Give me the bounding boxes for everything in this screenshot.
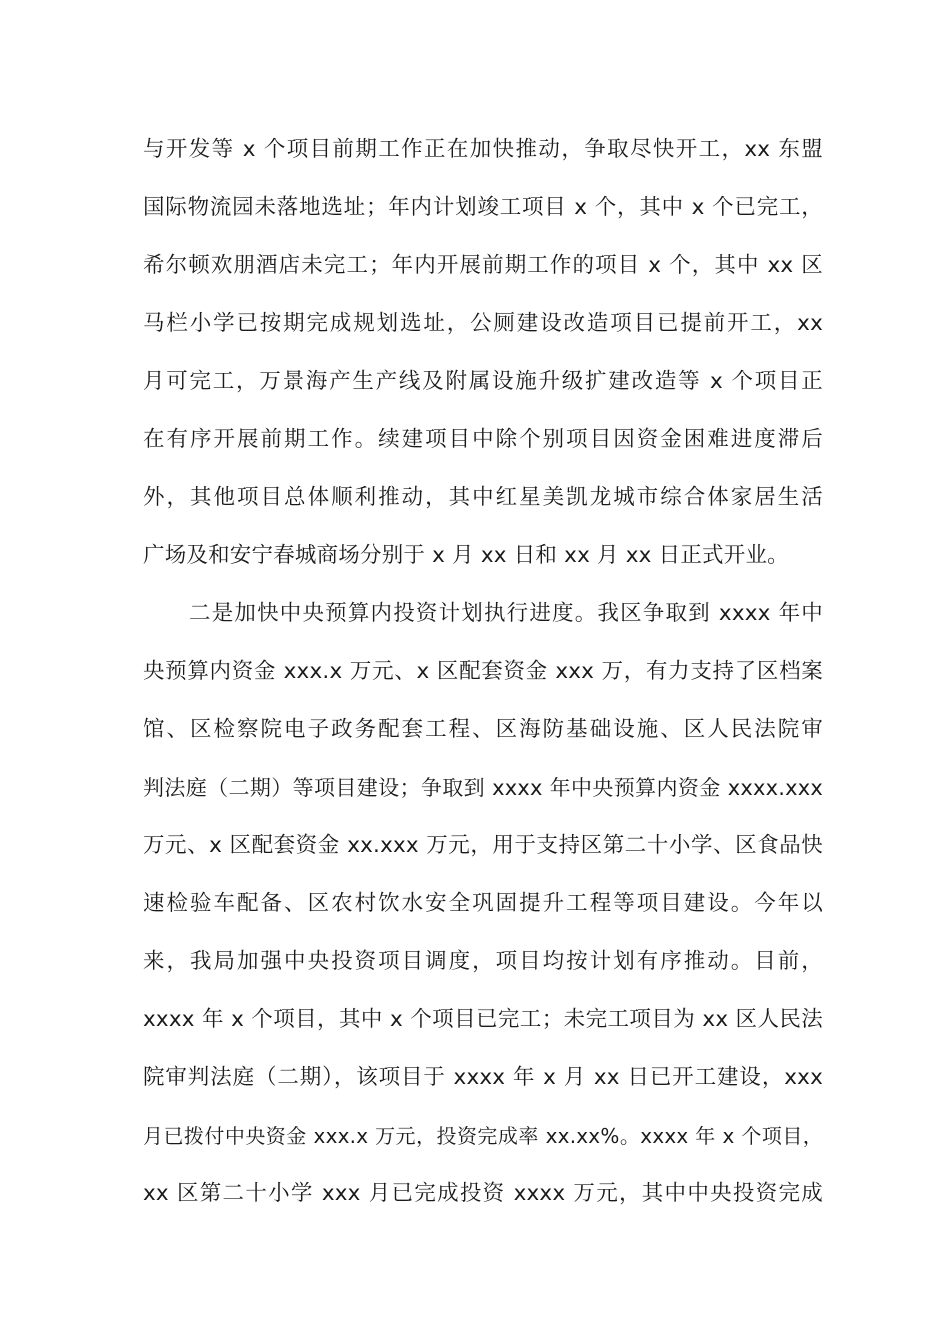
text-line: 速检验车配备、区农村饮水安全巩固提升工程等项目建设。今年以 bbox=[143, 891, 823, 916]
text-line: xx 区第二十小学 xxx 月已完成投资 xxxx 万元，其中中央投资完成 bbox=[143, 1181, 823, 1206]
text-line: 与开发等 x 个项目前期工作正在加快推动，争取尽快开工，xx 东盟 bbox=[143, 137, 823, 162]
text-line: xxxx 年 x 个项目，其中 x 个项目已完工；未完工项目为 xx 区人民法 bbox=[143, 1007, 823, 1032]
text-line: 广场及和安宁春城商场分别于 x 月 xx 日和 xx 月 xx 日正式开业。 bbox=[143, 543, 789, 568]
text-line: 在有序开展前期工作。续建项目中除个别项目因资金困难进度滞后 bbox=[143, 427, 823, 452]
text-line: 院审判法庭（二期），该项目于 xxxx 年 x 月 xx 日已开工建设，xxx bbox=[143, 1065, 823, 1090]
text-line: 万元、x 区配套资金 xx.xxx 万元，用于支持区第二十小学、区食品快 bbox=[143, 833, 823, 858]
text-line: 希尔顿欢朋酒店未完工；年内开展前期工作的项目 x 个，其中 xx 区 bbox=[143, 253, 823, 278]
paragraph-start-line: 二是加快中央预算内投资计划执行进度。我区争取到 xxxx 年中 bbox=[189, 601, 823, 626]
text-line: 国际物流园未落地选址；年内计划竣工项目 x 个，其中 x 个已完工， bbox=[143, 195, 823, 220]
text-line: 央预算内资金 xxx.x 万元、x 区配套资金 xxx 万，有力支持了区档案 bbox=[143, 659, 823, 684]
text-line: 马栏小学已按期完成规划选址，公厕建设改造项目已提前开工，xx bbox=[143, 311, 823, 336]
text-line: 外，其他项目总体顺利推动，其中红星美凯龙城市综合体家居生活 bbox=[143, 485, 823, 510]
text-line: 月可完工，万景海产生产线及附属设施升级扩建改造等 x 个项目正 bbox=[143, 369, 823, 394]
text-line: 馆、区检察院电子政务配套工程、区海防基础设施、区人民法院审 bbox=[143, 717, 823, 742]
text-line: 月已拨付中央资金 xxx.x 万元，投资完成率 xx.xx%。xxxx 年 x 个项目， bbox=[143, 1124, 823, 1148]
text-line: 来，我局加强中央投资项目调度，项目均按计划有序推动。目前， bbox=[143, 949, 823, 974]
text-line: 判法庭（二期）等项目建设；争取到 xxxx 年中央预算内资金 xxxx.xxx bbox=[143, 776, 823, 800]
